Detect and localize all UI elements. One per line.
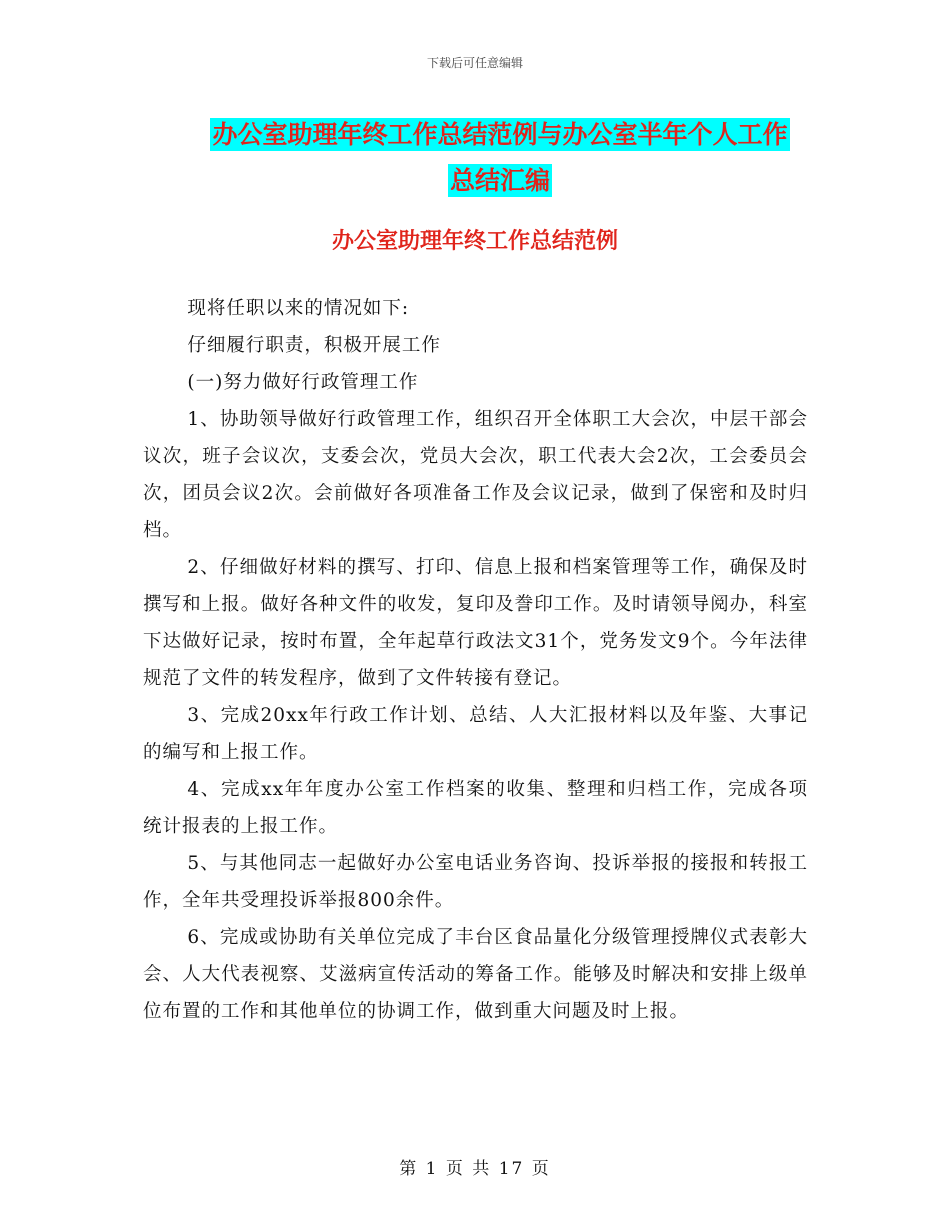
title-line-1: 办公室助理年终工作总结范例与办公室半年个人工作 bbox=[212, 120, 788, 149]
page-footer: 第 1 页 共 17 页 bbox=[399, 1159, 551, 1179]
paragraph: 1、协助领导做好行政管理工作，组织召开全体职工大会次，中层干部会议次，班子会议次，支委会次，党员大会次，职工代表大会2次，工会委员会次，团员会议2次。会前做好各项准备工作及会议记录，做到了保密和及时归档。 bbox=[143, 409, 808, 541]
document-body bbox=[143, 290, 808, 1030]
paragraph: 4、完成xx年年度办公室工作档案的收集、整理和归档工作，完成各项统计报表的上报工作。 bbox=[143, 779, 808, 837]
section-title: 办公室助理年终工作总结范例 bbox=[331, 229, 618, 254]
header-note: 下载后可任意编辑 bbox=[426, 56, 523, 70]
title-line-2: 总结汇编 bbox=[449, 166, 550, 195]
paragraph: 6、完成或协助有关单位完成了丰台区食品量化分级管理授牌仪式表彰大会、人大代表视察、艾滋病宣传活动的筹备工作。能够及时解决和安排上级单位布置的工作和其他单位的协调工作，做到重大问题及时上报。 bbox=[143, 927, 808, 1022]
paragraph: 现将任职以来的情况如下: bbox=[187, 298, 410, 319]
paragraph: 3、完成20xx年行政工作计划、总结、人大汇报材料以及年鉴、大事记的编写和上报工作。 bbox=[143, 705, 808, 763]
paragraph: (一)努力做好行政管理工作 bbox=[187, 372, 419, 393]
paragraph: 2、仔细做好材料的撰写、打印、信息上报和档案管理等工作，确保及时撰写和上报。做好各种文件的收发，复印及誊印工作。及时请领导阅办，科室下达做好记录，按时布置，全年起草行政法文31个，党务发文9个。今年法律规范了文件的转发程序，做到了文件转接有登记。 bbox=[143, 557, 808, 689]
document-title bbox=[140, 112, 860, 204]
paragraph: 仔细履行职责，积极开展工作 bbox=[187, 335, 441, 356]
paragraph: 5、与其他同志一起做好办公室电话业务咨询、投诉举报的接报和转报工作，全年共受理投诉举报800余件。 bbox=[143, 853, 808, 911]
